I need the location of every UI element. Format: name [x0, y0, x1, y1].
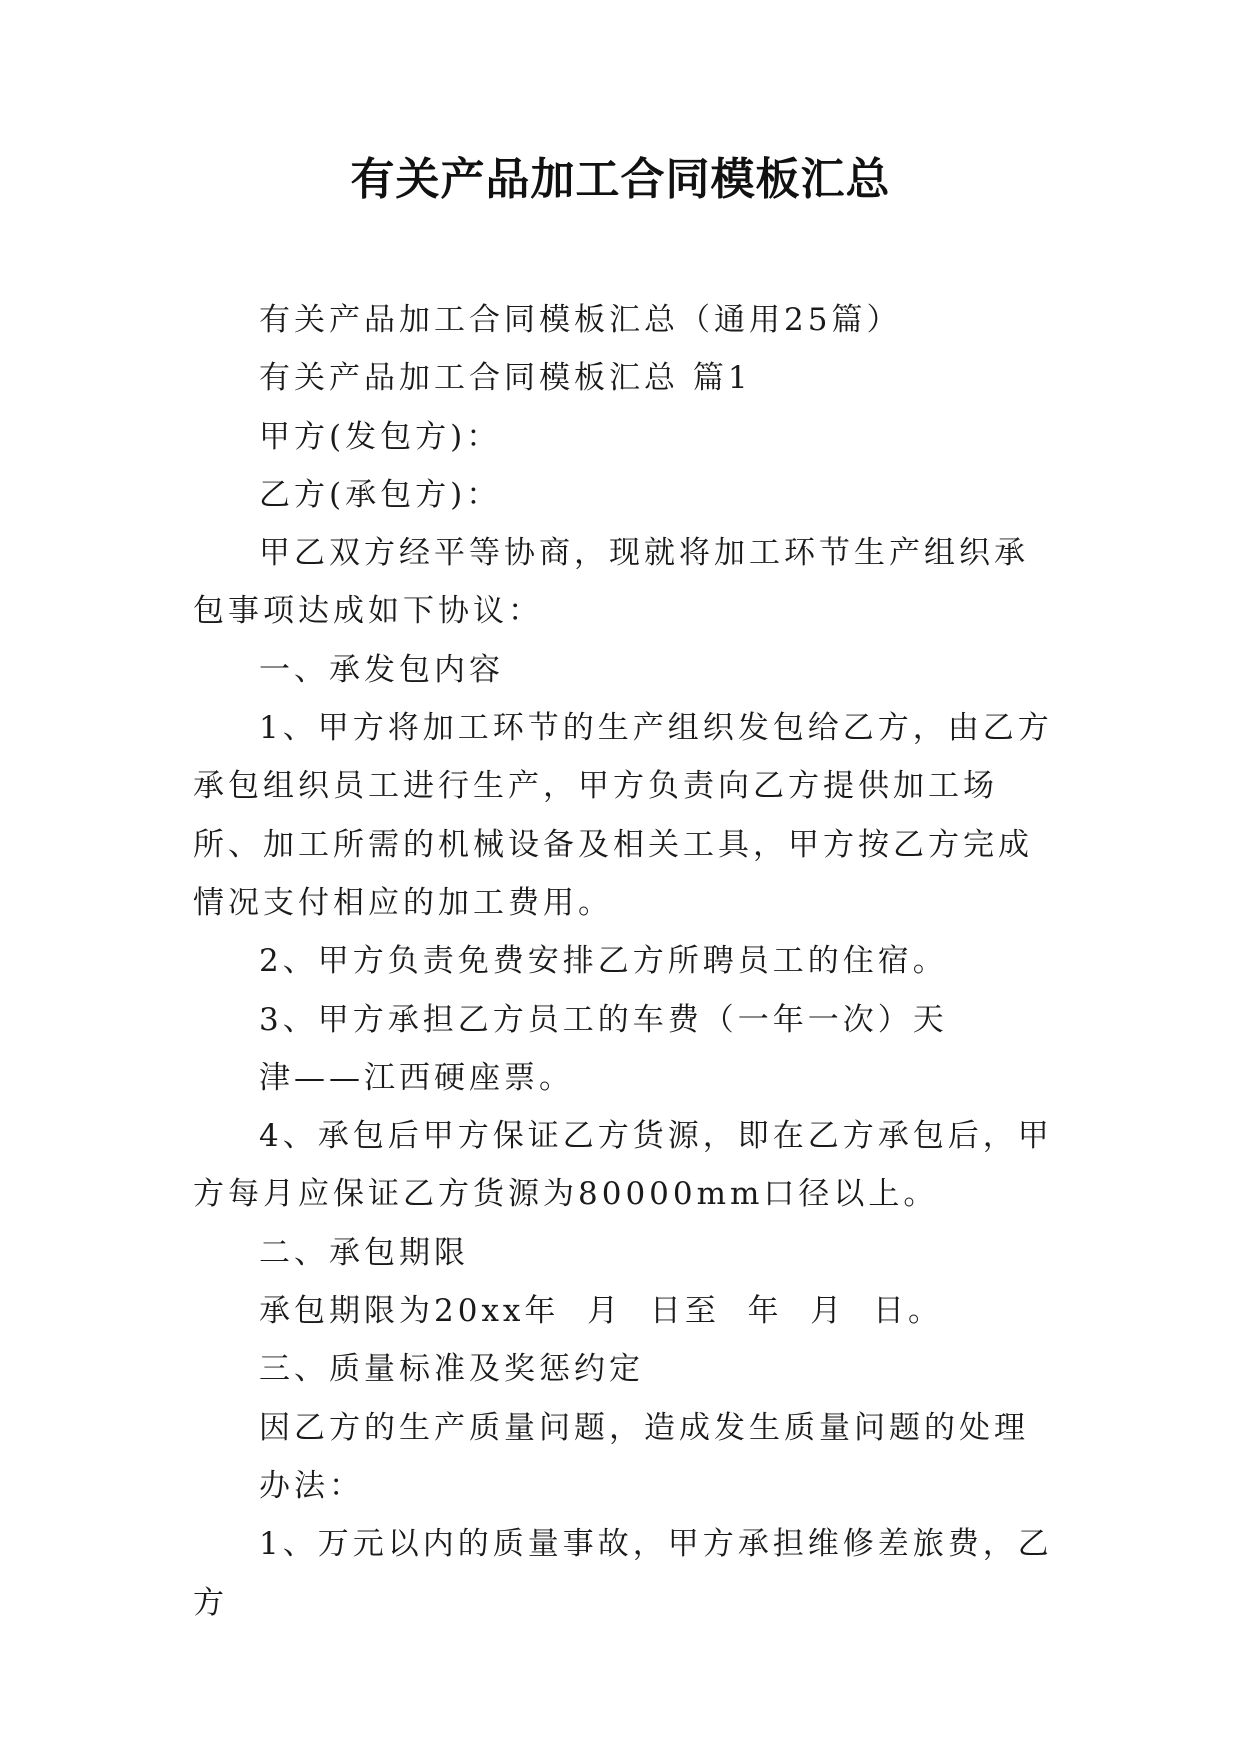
paragraph-clause-4: 4、承包后甲方保证乙方货源，即在乙方承包后，甲方每月应保证乙方货源为80000mm口径以上。: [193, 1118, 1053, 1213]
paragraph-clause-2: 2、甲方负责免费安排乙方所聘员工的住宿。: [259, 943, 948, 980]
paragraph-clause-3-continued: 津——江西硬座票。: [259, 1059, 574, 1096]
paragraph-quality-intro: 因乙方的生产质量问题，造成发生质量问题的处理: [259, 1409, 1029, 1446]
paragraph-party-a: 甲方(发包方)：: [259, 418, 502, 455]
paragraph-heading-contract-content: 一、承发包内容: [259, 651, 504, 688]
paragraph-term-detail: 承包期限为20xx年 月 日至 年 月 日。: [259, 1293, 943, 1330]
paragraph-quality-intro-continued: 办法：: [259, 1467, 364, 1504]
paragraph-heading-quality: 三、质量标准及奖惩约定: [259, 1351, 644, 1388]
paragraph-heading-contract-term: 二、承包期限: [259, 1234, 469, 1271]
document-body: [193, 291, 1053, 1632]
paragraph-agreement-intro: 甲乙双方经平等协商，现就将加工环节生产组织承包事项达成如下协议：: [193, 535, 1029, 630]
paragraph-party-b: 乙方(承包方)：: [259, 476, 502, 513]
document-title: 有关产品加工合同模板汇总: [350, 154, 891, 205]
paragraph-clause-3: 3、甲方承担乙方员工的车费（一年一次）天: [259, 1001, 948, 1038]
paragraph-section-heading: 有关产品加工合同模板汇总 篇1: [259, 360, 752, 397]
paragraph-clause-1: 1、甲方将加工环节的生产组织发包给乙方，由乙方承包组织员工进行生产，甲方负责向乙方提供加工场所、加工所需的机械设备及相关工具，甲方按乙方完成情况支付相应的加工费用。: [193, 710, 1053, 921]
paragraph-subtitle: 有关产品加工合同模板汇总（通用25篇）: [259, 302, 902, 338]
paragraph-quality-clause-1: 1、万元以内的质量事故，甲方承担维修差旅费，乙方: [193, 1526, 1053, 1621]
